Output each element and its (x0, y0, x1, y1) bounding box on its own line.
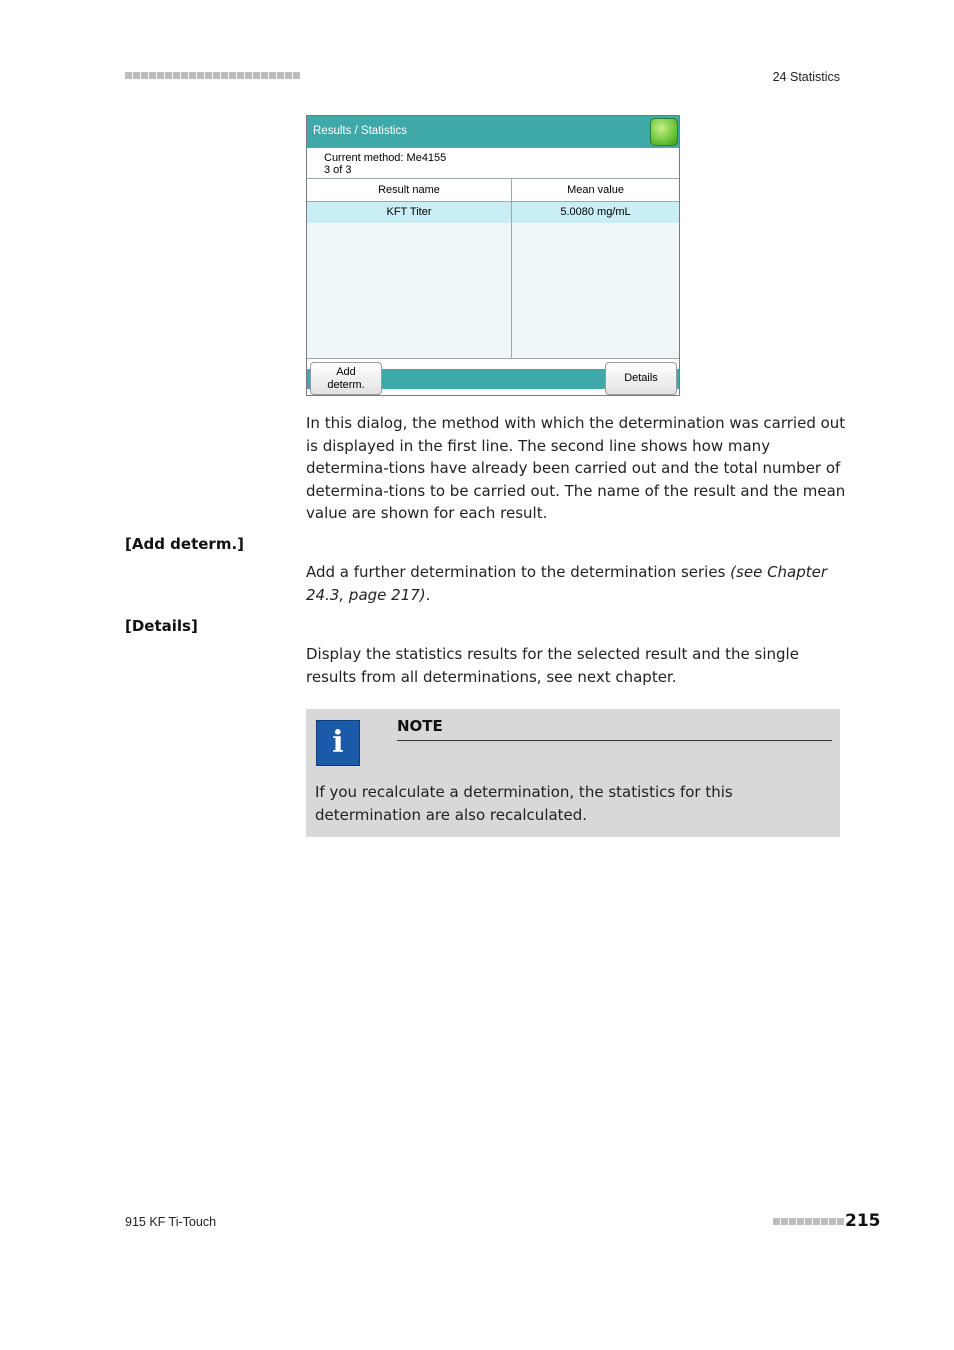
current-method-line: Current method: Me4155 (324, 152, 447, 164)
details-description: Display the statistics results for the selected result and the single results from all determinations, see next chapter. (306, 645, 799, 686)
determination-count-line: 3 of 3 (324, 164, 352, 176)
add-determ-label-2: determ. (327, 378, 365, 391)
details-button[interactable]: Details (605, 362, 677, 395)
device-dialog (306, 115, 680, 396)
add-determ-text: Add a further determination to the determination series (306, 563, 731, 581)
add-determ-end: . (425, 585, 431, 604)
note-text: If you recalculate a determination, the statistics for this determination are also recalculated. (315, 783, 733, 824)
note-divider (397, 740, 832, 741)
note-box (306, 709, 840, 837)
dialog-button-bar (307, 358, 679, 395)
status-indicator-icon[interactable] (650, 118, 678, 146)
footer-product: 915 KF Ti-Touch (125, 1215, 217, 1229)
add-determ-term: [Add determ.] (125, 535, 244, 553)
footer-decoration (773, 1218, 844, 1225)
column-header-mean-value: Mean value (512, 179, 679, 202)
header-section: 24 Statistics (772, 70, 840, 84)
header-decoration (125, 72, 300, 79)
add-determ-button[interactable] (310, 362, 382, 395)
add-determ-description (306, 561, 846, 606)
method-info (307, 148, 679, 179)
results-table (307, 179, 679, 358)
table-row-mean-value[interactable]: 5.0080 mg/mL (512, 202, 679, 223)
column-header-result-name: Result name (307, 179, 511, 202)
note-title: NOTE (397, 717, 443, 735)
dialog-title: Results / Statistics (313, 125, 407, 137)
column-divider (511, 179, 512, 358)
info-icon: i (316, 720, 360, 766)
details-term: [Details] (125, 617, 198, 635)
page-number: 215 (845, 1211, 881, 1231)
intro-paragraph: In this dialog, the method with which the determination was carried out is displayed in the first line. The second line shows how many determina-tions have already been carried out and the total number of determina-tions to be carried out. The name of the result and the mean value are shown for each result. (306, 414, 846, 522)
chapter-reference-link[interactable]: (see Chapter 24.3, page 217) (306, 563, 828, 604)
table-row-result-name[interactable]: KFT Titer (307, 202, 511, 223)
add-determ-label-1: Add (336, 365, 356, 378)
dialog-titlebar (307, 116, 679, 148)
